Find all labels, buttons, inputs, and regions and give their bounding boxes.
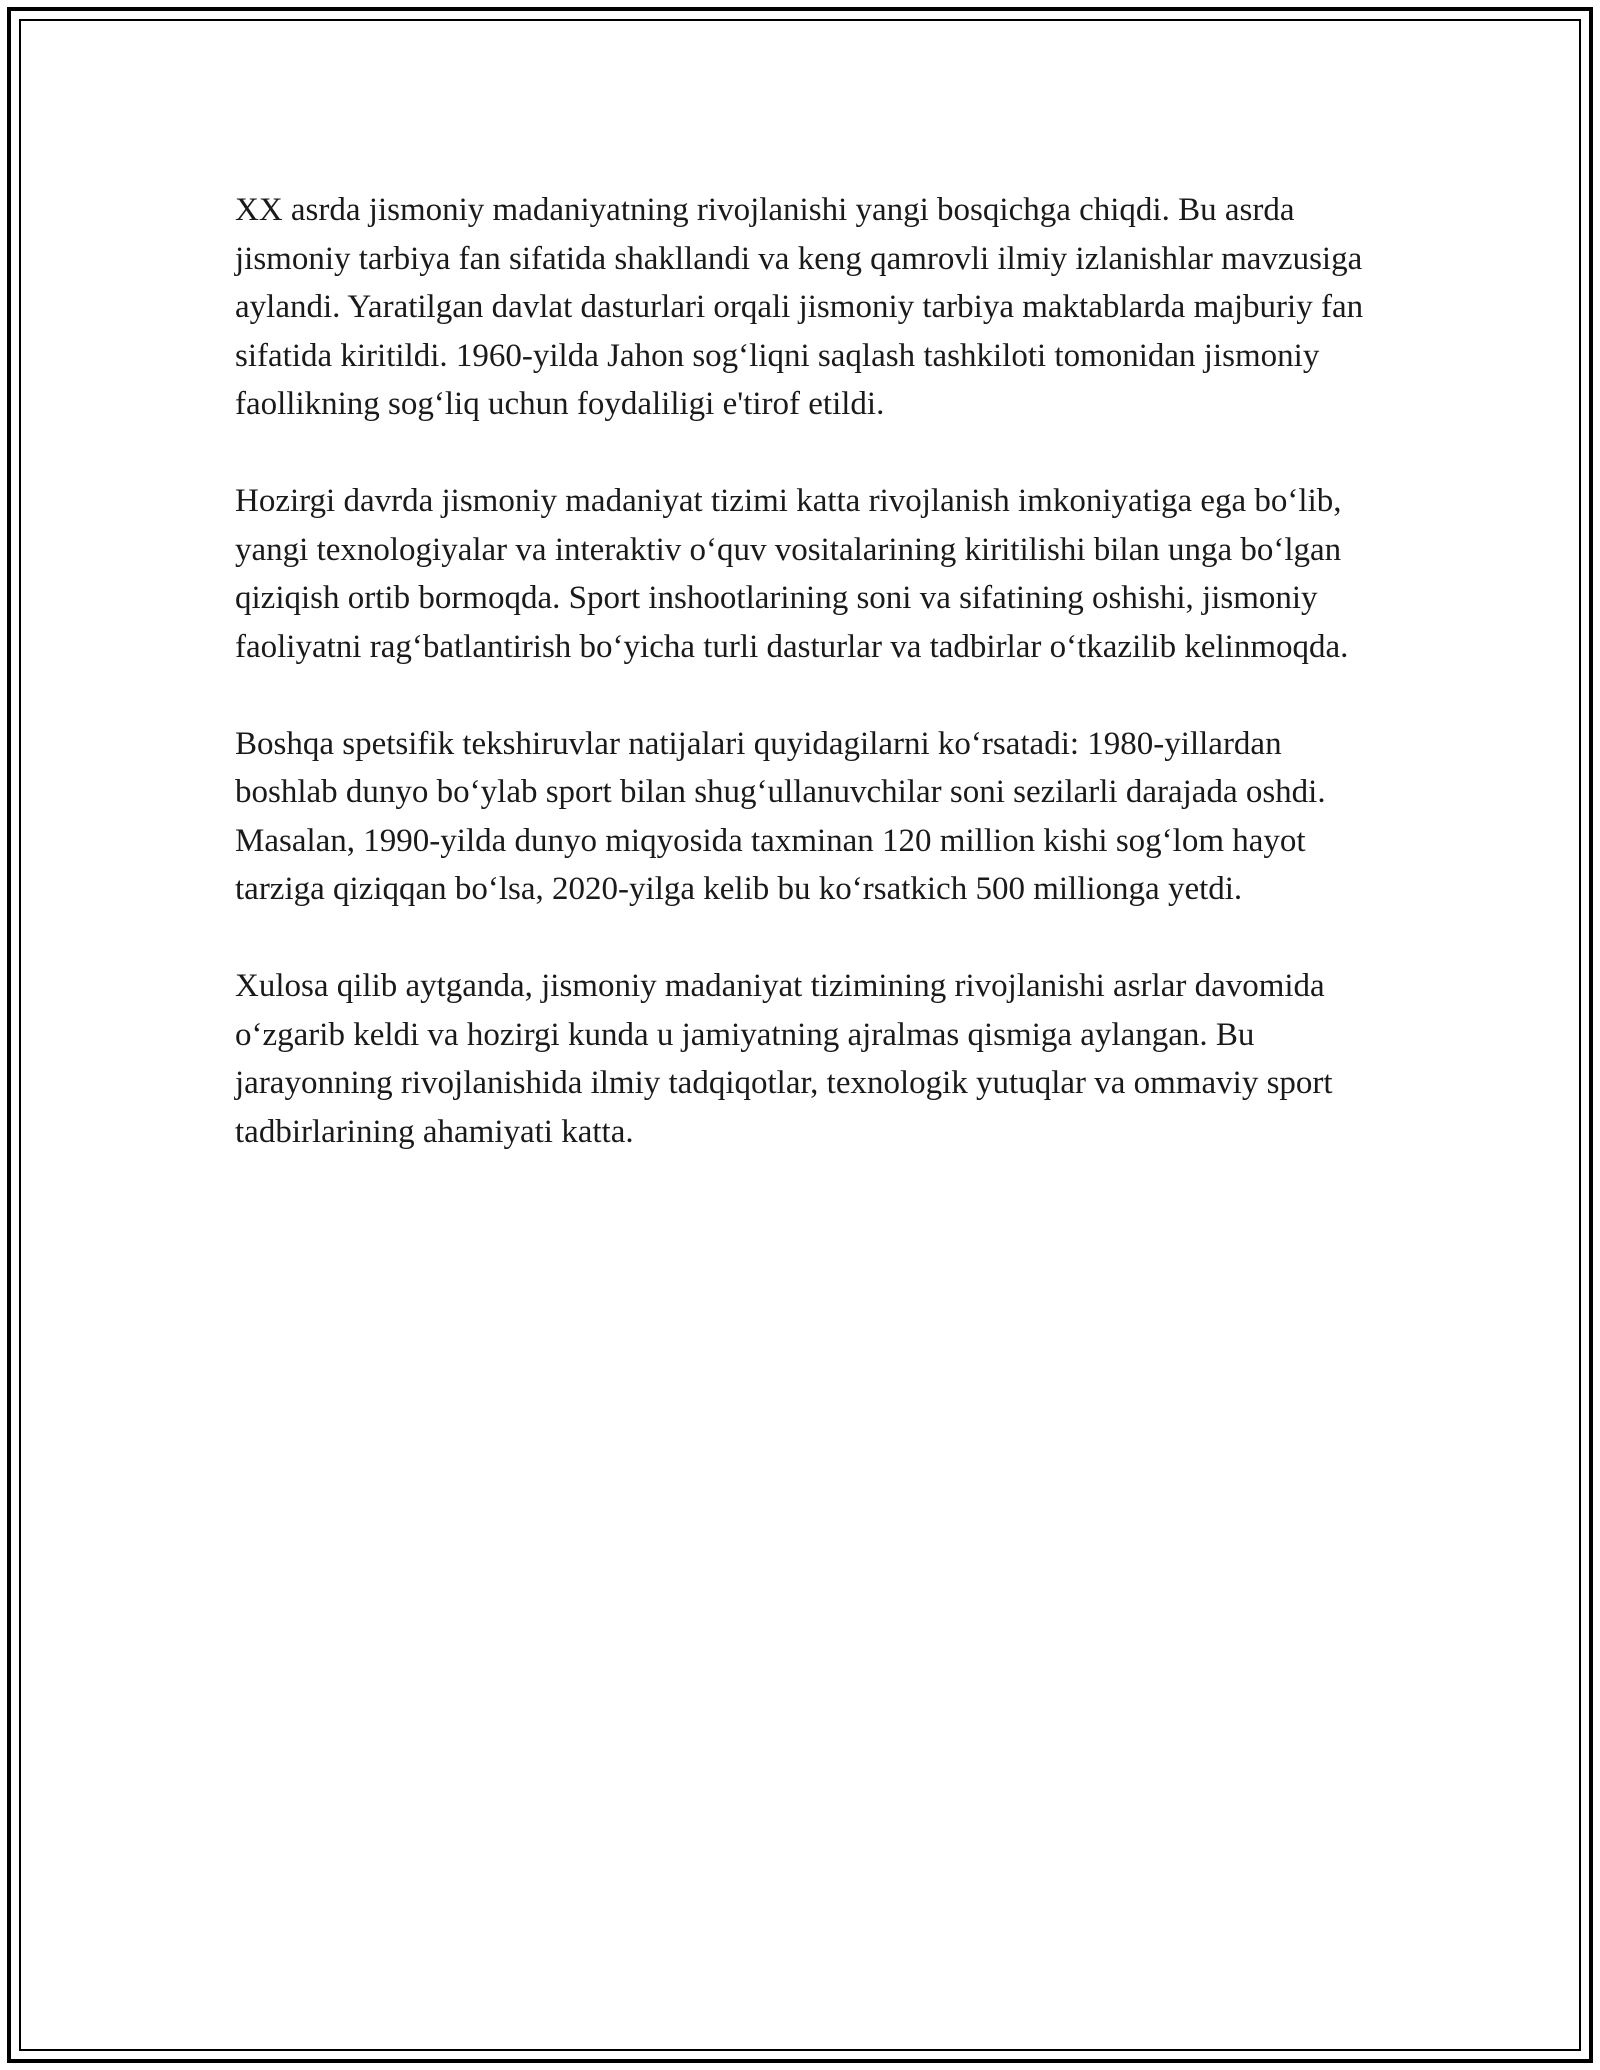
document-body	[235, 186, 1365, 1205]
paragraph-4: Xulosa qilib aytganda, jismoniy madaniyat tizimining rivojlanishi asrlar davomida o‘zgarib keldi va hozirgi kunda u jamiyatning ajralmas qismiga aylangan. Bu jarayonning rivojlanishida ilmiy tadqiqotlar, texnologik yutuqlar va ommaviy sport tadbirlarining ahamiyati katta.	[235, 968, 1333, 1150]
paragraph-3: Boshqa spetsifik tekshiruvlar natijalari quyidagilarni ko‘rsatadi: 1980-yillardan boshlab dunyo bo‘ylab sport bilan shug‘ullanuvchilar soni sezilarli darajada oshdi. Masalan, 1990-yilda dunyo miqyosida taxminan 120 million kishi sog‘lom hayot tarziga qiziqqan bo‘lsa, 2020-yilga kelib bu ko‘rsatkich 500 millionga yetdi.	[235, 725, 1326, 907]
paragraph-2: Hozirgi davrda jismoniy madaniyat tizimi katta rivojlanish imkoniyatiga ega bo‘lib, yangi texnologiyalar va interaktiv o‘quv vositalarining kiritilishi bilan unga bo‘lgan qiziqish ortib bormoqda. Sport inshootlarining soni va sifatining oshishi, jismoniy faoliyatni rag‘batlantirish bo‘yicha turli dasturlar va tadbirlar o‘tkazilib kelinmoqda.	[235, 483, 1349, 665]
paragraph-1: XX asrda jismoniy madaniyatning rivojlanishi yangi bosqichga chiqdi. Bu asrda jismoniy tarbiya fan sifatida shakllandi va keng qamrovli ilmiy izlanishlar mavzusiga aylandi. Yaratilgan davlat dasturlari orqali jismoniy tarbiya maktablarda majburiy fan sifatida kiritildi. 1960-yilda Jahon sog‘liqni saqlash tashkiloti tomonidan jismoniy faollikning sog‘liq uchun foydaliligi e'tirof etildi.	[235, 192, 1364, 422]
